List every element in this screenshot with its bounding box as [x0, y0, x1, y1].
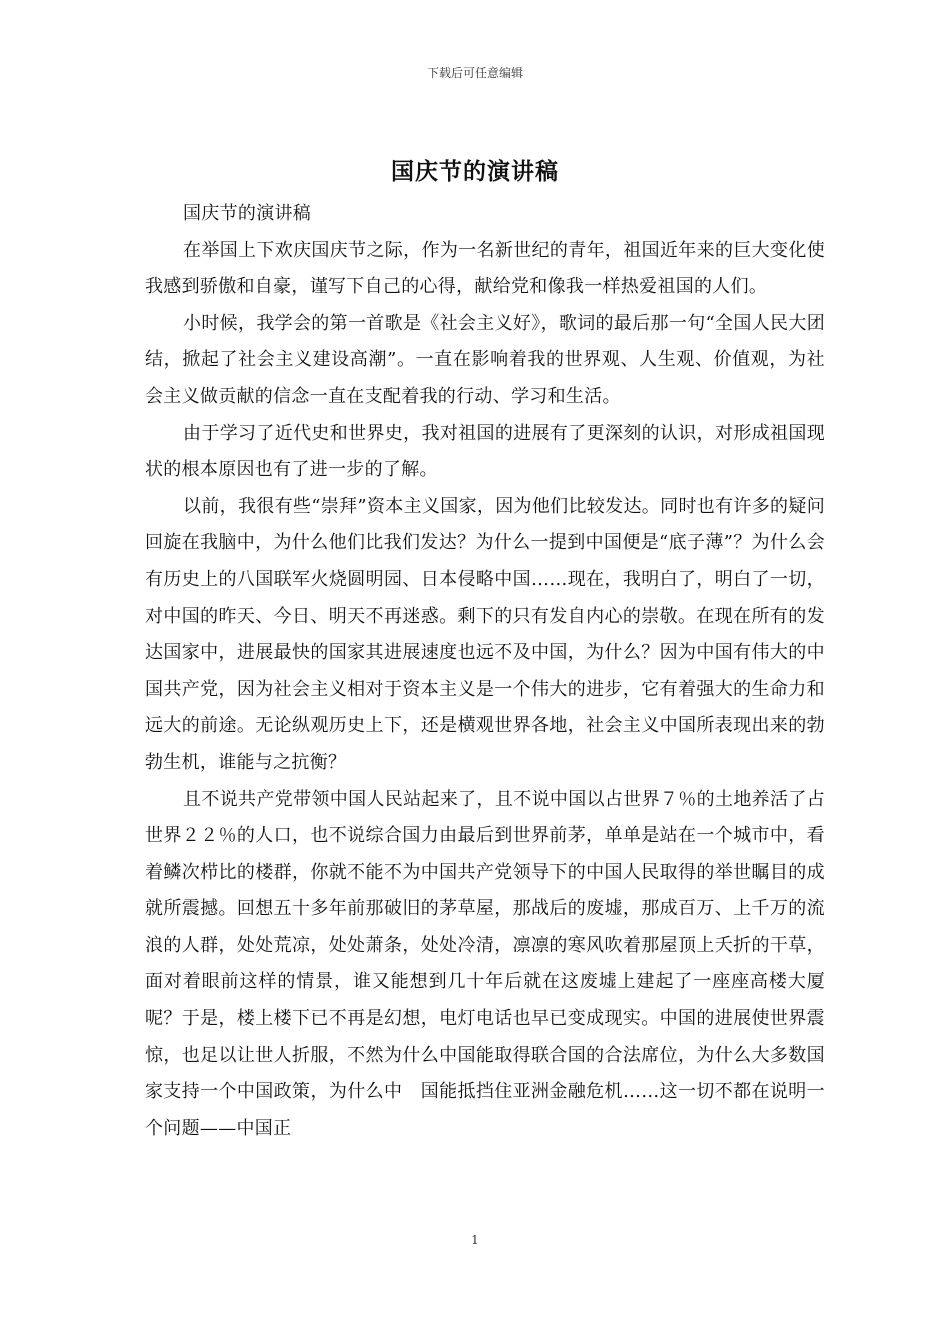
page-header: 下载后可任意编辑: [426, 66, 523, 80]
document-body: [145, 196, 825, 1147]
paragraph: 由于学习了近代史和世界史，我对祖国的进展有了更深刻的认识，对形成祖国现状的根本原因也有了进一步的了解。: [145, 422, 825, 481]
paragraph: 以前，我很有些“崇拜”资本主义国家，因为他们比较发达。同时也有许多的疑问回旋在我脑中，为什么他们比我们发达？为什么一提到中国便是“底子薄”？为什么会有历史上的八国联军火烧圆明园、日本侵略中国……现在，我明白了，明白了一切，对中国的昨天、今日、明天不再迷惑。剩下的只有发自内心的崇敬。在现在所有的发达国家中，进展最快的国家其进展速度也远不及中国，为什么？因为中国有伟大的中国共产党，因为社会主义相对于资本主义是一个伟大的进步，它有着强大的生命力和远大的前途。无论纵观历史上下，还是横观世界各地，社会主义中国所表现出来的勃勃生机，谁能与之抗衡？: [145, 495, 825, 773]
paragraph-subtitle: 国庆节的演讲稿: [183, 203, 312, 224]
paragraph: 且不说共产党带领中国人民站起来了，且不说中国以占世界７％的土地养活了占世界２２％的人口，也不说综合国力由最后到世界前茅，单单是站在一个城市中，看着鳞次栉比的楼群，你就不能不为中国共产党领导下的中国人民取得的举世瞩目的成就所震撼。回想五十多年前那破旧的茅草屋，那战后的废墟，那成百万、上千万的流浪的人群，处处荒凉，处处萧条，处处冷清，凛凛的寒风吹着那屋顶上夭折的干草，面对着眼前这样的情景，谁又能想到几十年后就在这废墟上建起了一座座高楼大厦呢？于是，楼上楼下已不再是幻想，电灯电话也早已变成现实。中国的进展使世界震惊，也足以让世人折服，不然为什么中国能取得联合国的合法席位，为什么大多数国家支持一个中国政策，为什么中 国能抵挡住亚洲金融危机……这一切不都在说明一个问题——中国正: [145, 788, 825, 1139]
paragraph: 在举国上下欢庆国庆节之际，作为一名新世纪的青年，祖国近年来的巨大变化使我感到骄傲和自豪，谨写下自己的心得，献给党和像我一样热爱祖国的人们。: [145, 239, 825, 298]
page-number: 1: [471, 1233, 479, 1247]
paragraph: 小时候，我学会的第一首歌是《社会主义好》，歌词的最后那一句“全国人民大团结，掀起了社会主义建设高潮”。一直在影响着我的世界观、人生观、价值观，为社会主义做贡献的信念一直在支配着我的行动、学习和生活。: [145, 312, 825, 407]
document-title: 国庆节的演讲稿: [391, 158, 559, 185]
